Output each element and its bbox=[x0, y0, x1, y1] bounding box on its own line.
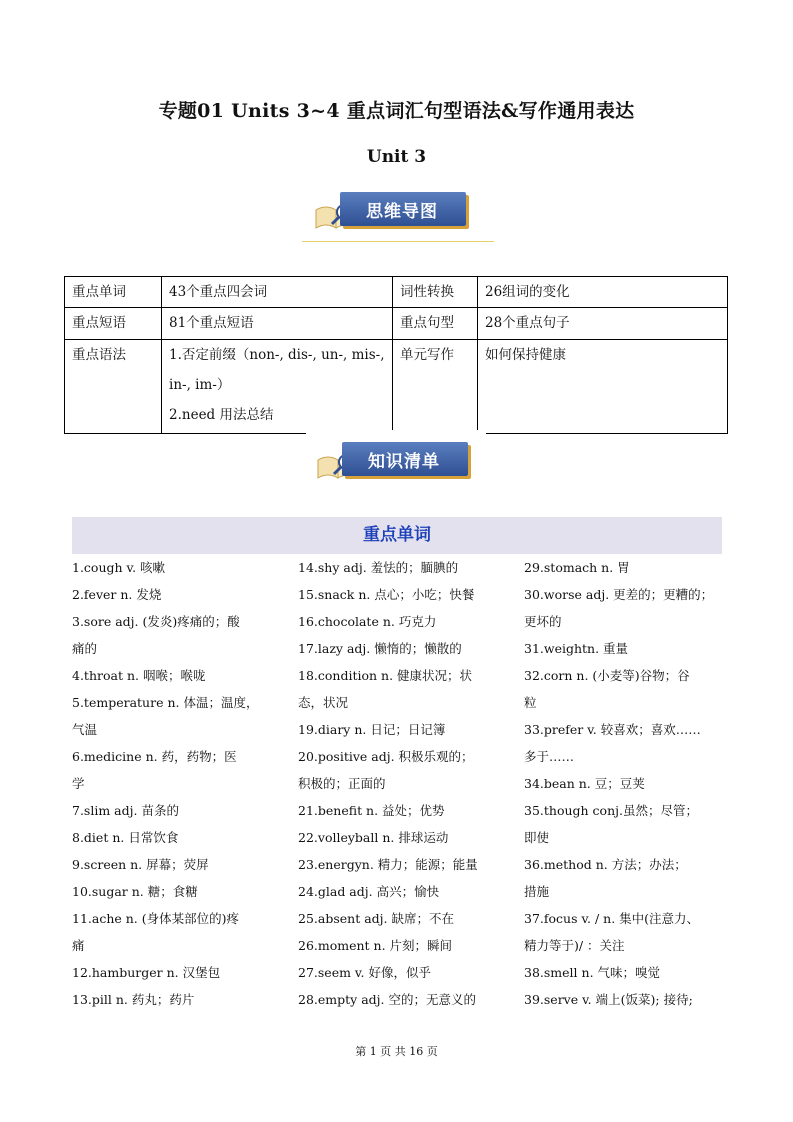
table-cell: 26组词的变化 bbox=[478, 277, 728, 308]
table-cell: 重点句型 bbox=[393, 308, 478, 340]
list-item: 9.screen n. 屏幕；荧屏 bbox=[72, 857, 209, 872]
list-item: 6.medicine n. 药，药物；医 bbox=[72, 749, 237, 764]
list-item: 8.diet n. 日常饮食 bbox=[72, 830, 179, 845]
mind-map-banner bbox=[314, 192, 474, 232]
list-item: 38.smell n. 气味；嗅觉 bbox=[524, 965, 661, 980]
vocab-section-header bbox=[72, 517, 722, 554]
table-cell: 如何保持健康 bbox=[478, 340, 728, 434]
grammar-line: 2.need 用法总结 bbox=[169, 407, 274, 423]
divider bbox=[302, 241, 494, 242]
table-cell: 43个重点四会词 bbox=[162, 277, 393, 308]
list-item: 33.prefer v. 较喜欢；喜欢…… bbox=[524, 722, 701, 737]
list-item: 24.glad adj. 高兴；愉快 bbox=[298, 884, 440, 899]
list-item: 29.stomach n. 胃 bbox=[524, 560, 630, 575]
list-item: 27.seem v. 好像，似乎 bbox=[298, 965, 431, 980]
list-item: 即使 bbox=[524, 830, 550, 845]
list-item: 7.slim adj. 苗条的 bbox=[72, 803, 179, 818]
list-item: 37.focus v. / n. 集中(注意力、 bbox=[524, 911, 700, 926]
overview-table bbox=[64, 276, 728, 434]
list-item: 25.absent adj. 缺席；不在 bbox=[298, 911, 454, 926]
vocab-column-3 bbox=[524, 554, 724, 1013]
table-cell: 28个重点句子 bbox=[478, 308, 728, 340]
list-item: 22.volleyball n. 排球运动 bbox=[298, 830, 449, 845]
list-item: 痛 bbox=[72, 938, 85, 953]
list-item: 12.hamburger n. 汉堡包 bbox=[72, 965, 221, 980]
list-item: 13.pill n. 药丸；药片 bbox=[72, 992, 195, 1007]
list-item: 3.sore adj. (发炎)疼痛的；酸 bbox=[72, 614, 240, 629]
table-cell: 重点单词 bbox=[65, 277, 162, 308]
grammar-line: in-, im-） bbox=[169, 377, 231, 393]
list-item: 多于…… bbox=[524, 749, 575, 764]
list-item: 14.shy adj. 羞怯的；腼腆的 bbox=[298, 560, 459, 575]
list-item: 20.positive adj. 积极乐观的； bbox=[298, 749, 474, 764]
list-item: 4.throat n. 咽喉；喉咙 bbox=[72, 668, 206, 683]
grammar-line: 1.否定前缀（non-, dis-, un-, mis-, bbox=[169, 347, 385, 363]
list-item: 粒 bbox=[524, 695, 537, 710]
knowledge-label: 知识清单 bbox=[368, 452, 440, 472]
vocab-column-2 bbox=[298, 554, 520, 1013]
list-item: 痛的 bbox=[72, 641, 98, 656]
list-item: 36.method n. 方法；办法； bbox=[524, 857, 687, 872]
list-item: 16.chocolate n. 巧克力 bbox=[298, 614, 437, 629]
table-row bbox=[65, 308, 728, 340]
list-item: 11.ache n. (身体某部位的)疼 bbox=[72, 911, 240, 926]
table-cell: 重点语法 bbox=[65, 340, 162, 434]
list-item: 23.energyn. 精力；能源；能量 bbox=[298, 857, 478, 872]
mind-map-bar bbox=[340, 192, 466, 226]
list-item: 30.worse adj. 更差的；更糟的； bbox=[524, 587, 714, 602]
list-item: 18.condition n. 健康状况；状 bbox=[298, 668, 473, 683]
table-row bbox=[65, 340, 728, 434]
list-item: 更坏的 bbox=[524, 614, 562, 629]
knowledge-banner bbox=[316, 442, 476, 482]
knowledge-bar bbox=[342, 442, 468, 476]
unit-heading: Unit 3 bbox=[366, 147, 427, 167]
table-cell: 重点短语 bbox=[65, 308, 162, 340]
page-footer: 第 1 页 共 16 页 bbox=[355, 1045, 438, 1058]
list-item: 31.weightn. 重量 bbox=[524, 641, 629, 656]
list-item: 28.empty adj. 空的；无意义的 bbox=[298, 992, 476, 1007]
page-title: 专题01 Units 3~4 重点词汇句型语法&写作通用表达 bbox=[158, 100, 635, 122]
list-item: 32.corn n. (小麦等)谷物；谷 bbox=[524, 668, 690, 683]
table-gap bbox=[306, 430, 486, 440]
mind-map-label: 思维导图 bbox=[366, 202, 438, 222]
vocab-column-1 bbox=[72, 554, 292, 1013]
list-item: 15.snack n. 点心；小吃；快餐 bbox=[298, 587, 475, 602]
table-cell bbox=[162, 340, 393, 434]
list-item: 1.cough v. 咳嗽 bbox=[72, 560, 166, 575]
list-item: 气温 bbox=[72, 722, 98, 737]
list-item: 态，状况 bbox=[298, 695, 349, 710]
list-item: 2.fever n. 发烧 bbox=[72, 587, 162, 602]
list-item: 积极的；正面的 bbox=[298, 776, 386, 791]
vocab-section-title: 重点单词 bbox=[363, 525, 431, 545]
list-item: 10.sugar n. 糖；食糖 bbox=[72, 884, 198, 899]
list-item: 5.temperature n. 体温；温度， bbox=[72, 695, 259, 710]
table-cell: 词性转换 bbox=[393, 277, 478, 308]
list-item: 34.bean n. 豆；豆荚 bbox=[524, 776, 645, 791]
list-item: 精力等于)/ ：关注 bbox=[524, 938, 625, 953]
list-item: 39.serve v. 端上(饭菜); 接待; bbox=[524, 992, 693, 1007]
table-cell: 单元写作 bbox=[393, 340, 478, 434]
list-item: 措施 bbox=[524, 884, 550, 899]
list-item: 35.though conj.虽然；尽管； bbox=[524, 803, 698, 818]
table-cell: 81个重点短语 bbox=[162, 308, 393, 340]
table-row bbox=[65, 277, 728, 308]
list-item: 19.diary n. 日记；日记簿 bbox=[298, 722, 446, 737]
list-item: 学 bbox=[72, 776, 85, 791]
list-item: 17.lazy adj. 懒惰的；懒散的 bbox=[298, 641, 462, 656]
list-item: 26.moment n. 片刻；瞬间 bbox=[298, 938, 453, 953]
list-item: 21.benefit n. 益处；优势 bbox=[298, 803, 445, 818]
